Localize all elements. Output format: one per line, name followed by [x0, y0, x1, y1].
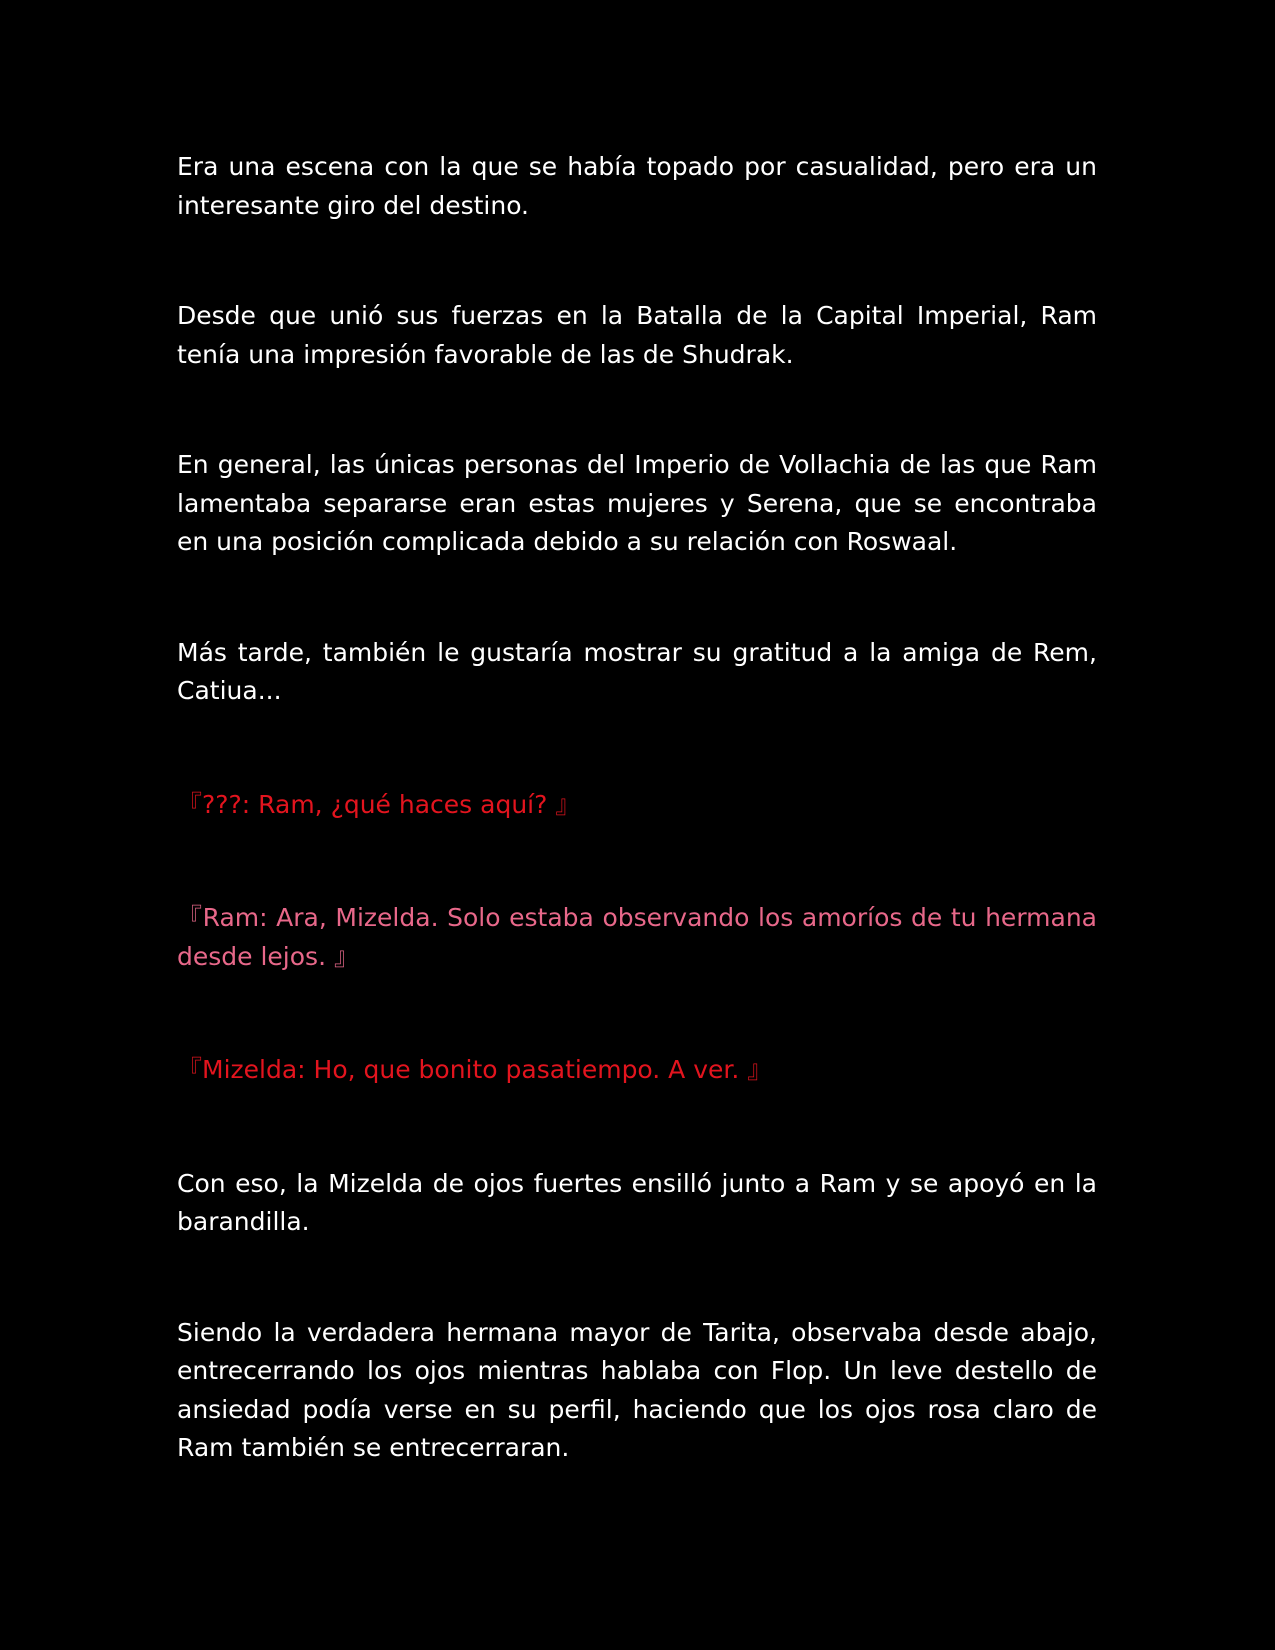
narration-paragraph-6: Siendo la verdadera hermana mayor de Tarita, observaba desde abajo, entrecerrando los ojos mientras hablaba con Flop. Un leve destello de ansiedad podía verse en su perfil, haciendo que los ojos rosa claro de Ram también se entrecerraran. — [177, 1317, 1097, 1462]
narration-paragraph-2: Desde que unió sus fuerzas en la Batalla de la Capital Imperial, Ram tenía una impresión favorable de las de Shudrak. — [177, 301, 1097, 369]
dialogue-ram: 『Ram: Ara, Mizelda. Solo estaba observando los amoríos de tu hermana desde lejos. 』 — [177, 903, 1097, 971]
document-page — [177, 148, 1097, 1468]
narration-paragraph-3: En general, las únicas personas del Imperio de Vollachia de las que Ram lamentaba separarse eran estas mujeres y Serena, que se encontraba en una posición complicada debido a su relación con Roswaal. — [177, 450, 1097, 556]
dialogue-mizelda: 『Mizelda: Ho, que bonito pasatiempo. A ver. 』 — [177, 1055, 773, 1084]
narration-paragraph-5: Con eso, la Mizelda de ojos fuertes ensilló junto a Ram y se apoyó en la barandilla. — [177, 1168, 1097, 1236]
narration-paragraph-4: Más tarde, también le gustaría mostrar su gratitud a la amiga de Rem, Catiua... — [177, 637, 1097, 705]
dialogue-unknown-speaker: 『???: Ram, ¿qué haces aquí? 』 — [177, 789, 581, 819]
narration-paragraph-1: Era una escena con la que se había topado por casualidad, pero era un interesante giro del destino. — [177, 152, 1097, 220]
